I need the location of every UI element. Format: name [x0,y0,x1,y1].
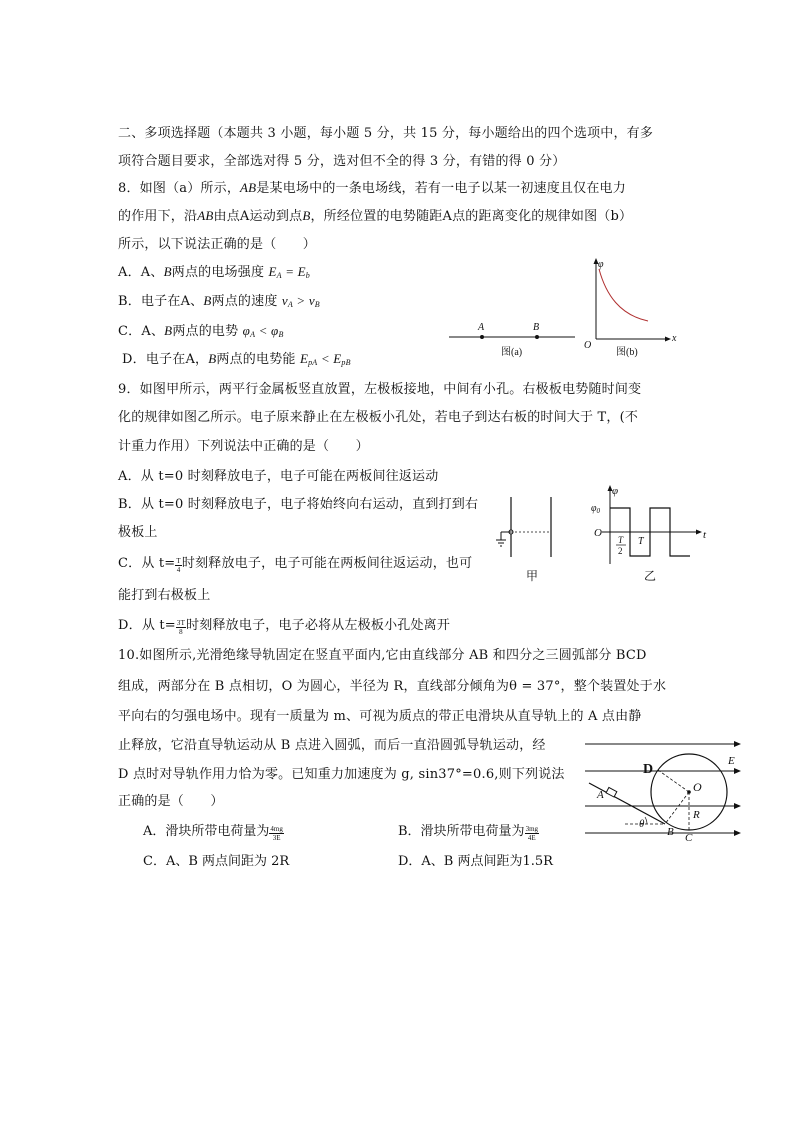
half-t-num: T [618,535,624,545]
period-label: T [638,536,644,547]
phi0-label: $\varphi_0$ [591,503,601,515]
q9-option-c[interactable]: C．从 t= $\frac{T}{4}$ 时刻释放电子，电子可能在两板间往返运动，也可 [118,556,473,574]
potential-curve [599,269,648,321]
label-r: R [693,809,700,821]
half-t-den: 2 [618,546,623,556]
label-o: O [693,780,702,794]
caption-a: 图(a) [501,347,523,358]
q9-stem-line1: 9．如图甲所示，两平行金属板竖直放置，左极板接地，中间有小孔。右极板电势随时间变 [118,382,642,397]
label-b: B [533,322,540,333]
phi-label: φ [598,259,604,270]
q10-stem-line5: D 点时对导轨作用力恰为零。已知重力加速度为 g, sin37°=0.6,则下列说法 [118,767,565,782]
q8-stem-line3: 所示，以下说法正确的是（ ） [118,237,317,252]
phi-label: φ [612,485,619,497]
q10-option-d[interactable]: D．A、B 两点间距为1.5R [398,854,553,869]
origin-label: O [584,340,592,351]
q10-stem-line1: 10.如图所示,光滑绝缘导轨固定在竖直平面内,它由直线部分 AB 和四分之三圆弧部分 BCD [118,648,647,663]
point-b [535,335,539,339]
q10-stem-line6: 正确的是（ ） [118,794,224,809]
q8-option-b[interactable]: B．电子在A、B两点的速度 $v_A > v_B$ [118,293,320,309]
q10-figure [585,735,745,845]
x-label: x [672,333,677,344]
q9-option-a[interactable]: A．从 t=0 时刻释放电子，电子可能在两板间往返运动 [118,469,439,484]
caption-jia: 甲 [526,569,539,583]
label-theta: θ [639,818,645,830]
q9-option-c-cont: 能打到右极板上 [118,588,211,603]
q10-option-b[interactable]: B．滑块所带电荷量为 $\frac{3mg}{4E}$ [398,824,539,842]
q10-stem-line3: 平向右的匀强电场中。现有一质量为 m、可视为质点的带正电滑块从直导轨上的 A 点由静 [118,709,642,724]
slider-block [606,787,617,797]
point-a [480,335,484,339]
q8-figure-a [445,315,580,360]
q9-figure-jia [493,492,563,587]
section-heading-line2: 项符合题目要求，全部选对得 5 分，选对但不全的得 3 分，有错的得 0 分） [118,154,566,169]
caption-b: 图(b) [616,347,638,358]
q9-option-b[interactable]: B．从 t=0 时刻释放电子，电子将始终向右运动，直到打到右 [118,497,479,512]
label-d: D [643,762,654,777]
q8-figure-b [582,255,682,360]
section-heading-line1: 二、多项选择题（本题共 3 小题，每小题 5 分，共 15 分，每小题给出的四个选项中，有多 [118,126,654,141]
origin-label: O [594,527,602,539]
label-e: E [728,755,735,767]
q10-stem-line4: 止释放，它沿直导轨运动从 B 点进入圆弧，而后一直沿圆弧导轨运动，经 [118,738,546,753]
q8-option-a[interactable]: A．A、B两点的电场强度 $E_A = E_b$ [118,264,310,280]
q9-stem-line2: 化的规律如图乙所示。电子原来静止在左极板小孔处，若电子到达右板的时间大于 T，(不 [118,410,639,425]
q8-stem-line2: 的作用下，沿AB由点A运动到点B，所经位置的电势随距A点的距离变化的规律如图（b） [118,208,633,224]
t-label: t [703,529,707,541]
label-a: A [597,789,604,801]
q8-stem-line1: 8．如图（a）所示，AB是某电场中的一条电场线，若有一电子以某一初速度且仅在电力 [118,180,626,196]
label-a: A [478,322,485,333]
q8-ab: AB [240,180,257,195]
q9-figure-yi [588,478,713,586]
q9-option-b-cont: 极板上 [118,525,158,540]
q9-option-d[interactable]: D．从 t= $\frac{3T}{8}$ 时刻释放电子，电子必将从左极板小孔处离开 [118,618,451,636]
label-c: C [685,832,693,844]
q8-option-d[interactable]: D．电子在A，B两点的电势能 $E_{pA} < E_{pB}$ [122,351,351,367]
q8-option-c[interactable]: C．A、B两点的电势 $\varphi_A < \varphi_B$ [118,323,284,339]
caption-yi: 乙 [644,569,657,583]
label-b: B [667,826,674,838]
q10-stem-line2: 组成，两部分在 B 点相切，O 为圆心，半径为 R，直线部分倾角为θ = 37°，整个装置处于水 [118,679,667,694]
q10-option-c[interactable]: C．A、B 两点间距为 2R [143,854,290,869]
q9-stem-line3: 计重力作用）下列说法中正确的是（ ） [118,439,369,454]
q10-option-a[interactable]: A．滑块所带电荷量为 $\frac{4mg}{3E}$ [143,824,283,842]
